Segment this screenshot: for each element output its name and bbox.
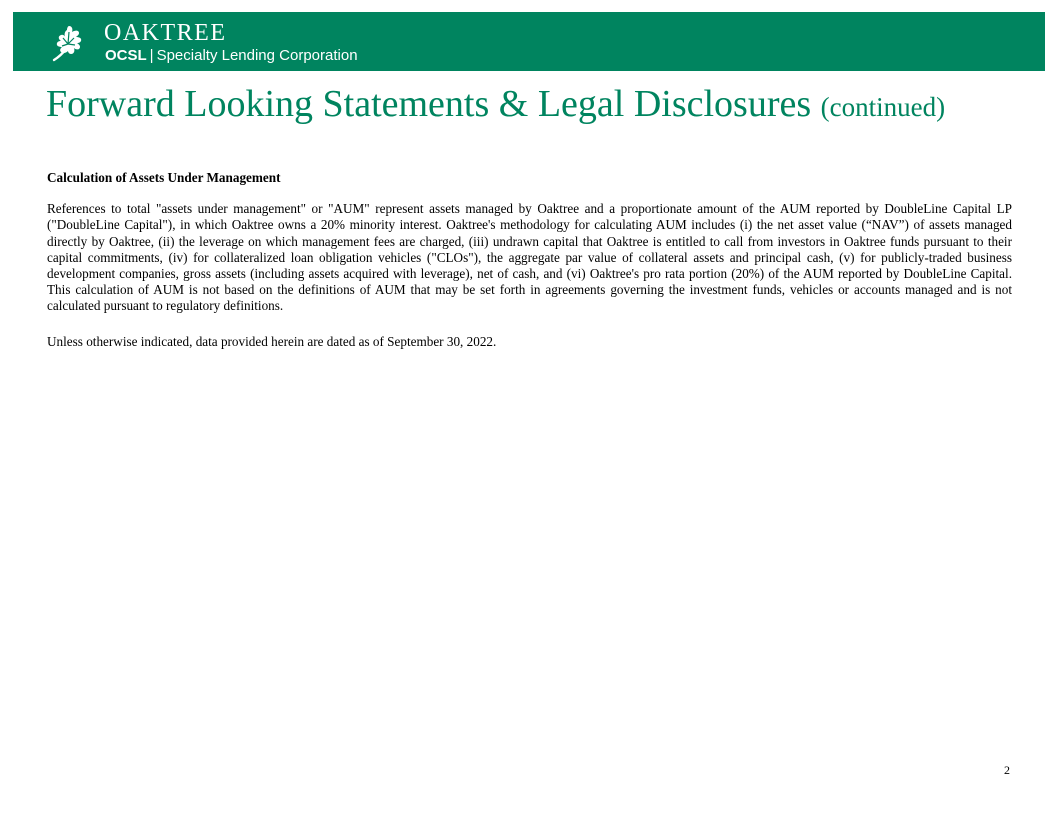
- separator: |: [149, 47, 154, 64]
- aum-paragraph: References to total "assets under management" or "AUM" represent assets managed by Oaktree and a proportionate amount of the AUM reported by DoubleLine Capital LP ("DoubleLine Capital"), in which Oaktree owns a 20% minority interest. Oaktree's methodology for calculating AUM includes (i) the net asset value (“NAV”) of assets managed directly by Oaktree, (ii) the leverage on which management fees are charged, (iii) undrawn capital that Oaktree is entitled to call from investors in Oaktree funds pursuant to their capital commitments, (iv) for collateralized loan obligation vehicles ("CLOs"), the aggregate par value of collateral assets and principal cash, (v) for publicly-traded business development companies, gross assets (including assets acquired with leverage), net of cash, and (vi) Oaktree's pro rata portion (20%) of the AUM reported by DoubleLine Capital. This calculation of AUM is not based on the definitions of AUM that may be set forth in agreements governing the investment funds, vehicles or accounts managed and is not calculated pursuant to regulatory definitions.: [47, 201, 1012, 314]
- header-banner: [13, 12, 1045, 71]
- page-number: 2: [1004, 763, 1010, 777]
- page-title: [46, 80, 945, 131]
- ticker: OCSL: [105, 47, 147, 64]
- company-name: Specialty Lending Corporation: [156, 47, 358, 64]
- oak-leaf-icon: [48, 24, 88, 62]
- title-main: Forward Looking Statements & Legal Disclosures: [46, 83, 812, 125]
- brand-name: OAKTREE: [104, 20, 227, 46]
- title-suffix: (continued): [820, 92, 946, 122]
- brand-subtitle: [105, 47, 358, 65]
- disclosure-body: [47, 170, 1012, 369]
- section-heading: Calculation of Assets Under Management: [47, 170, 281, 185]
- date-paragraph: Unless otherwise indicated, data provided herein are dated as of September 30, 2022.: [47, 333, 497, 349]
